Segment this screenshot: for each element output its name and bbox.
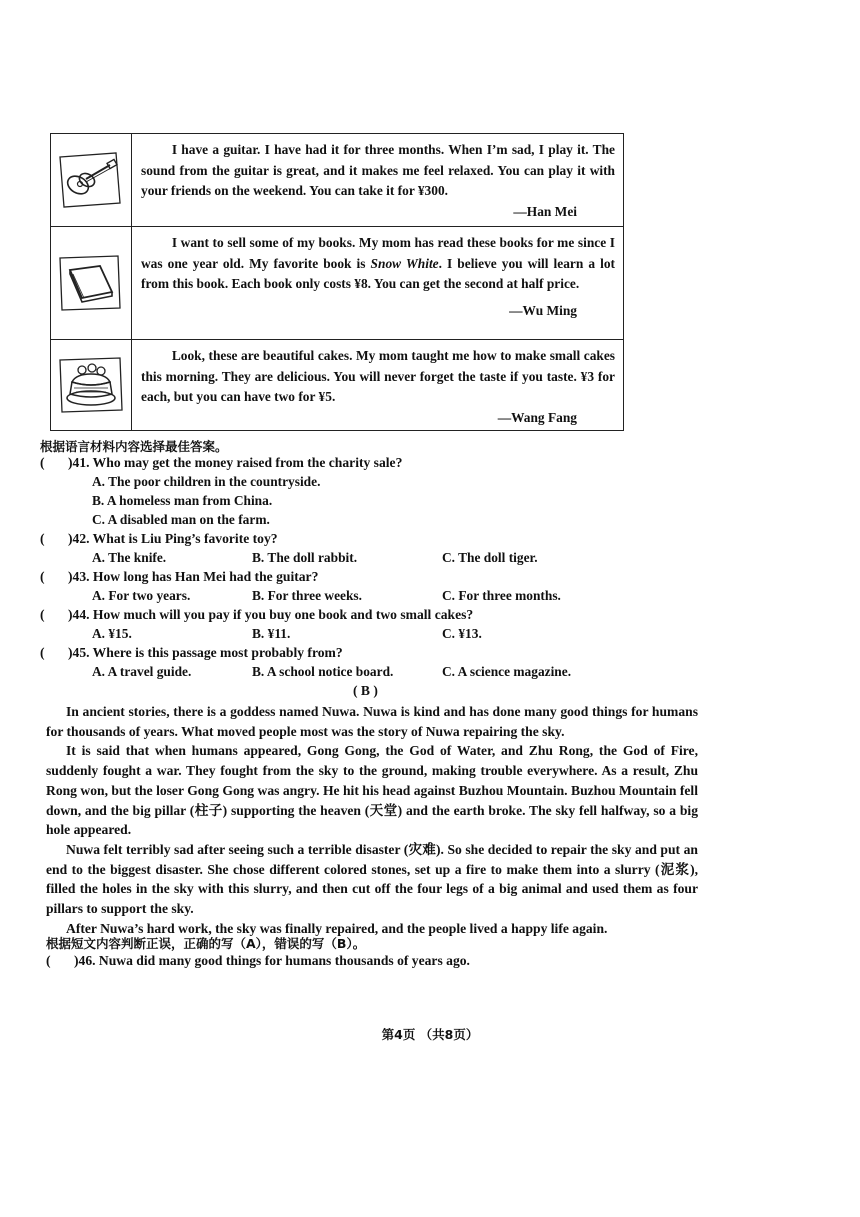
option: A. The knife. (92, 550, 167, 565)
ad-body-part: I want to sell some of my books. My mom has read these books for me since I was one year old. My favorite book is (141, 235, 615, 271)
passage (46, 702, 698, 938)
question-46 (46, 953, 470, 969)
option: B. ¥11. (252, 626, 291, 641)
option: A. The poor children in the countryside. (92, 474, 321, 489)
option: C. A science magazine. (442, 664, 572, 679)
answer-blank[interactable]: ( (40, 607, 45, 622)
answer-blank[interactable]: ( (40, 645, 45, 660)
answer-blank[interactable]: ( (40, 531, 45, 546)
option: B. A school notice board. (252, 664, 394, 679)
ad-body (141, 233, 615, 295)
option: C. A disabled man on the farm. (92, 512, 270, 527)
option: C. ¥13. (442, 626, 482, 641)
ad-row-cake (51, 340, 623, 430)
guitar-picture (51, 134, 132, 226)
passage-paragraph: Nuwa felt terribly sad after seeing such a terrible disaster (灾难). So she decided to repair the sky and put an end to the biggest disaster. She chose different colored stones, set up a fire to make them into a slurry (泥浆), filled the holes in the sky with this slurry, and then cut off the four legs of a big animal and used them as four pillars to support the sky. (46, 841, 698, 917)
guitar-icon (56, 149, 126, 211)
question-stem: )41. Who may get the money raised from the charity sale? (68, 455, 403, 470)
question-41 (40, 455, 402, 471)
passage-paragraph: It is said that when humans appeared, Gong Gong, the God of Water, and Zhu Rong, the God of Fire, suddenly fought a war. They fought from the sky to the ground, making trouble everywhere. As a result, Zhu Rong won, but the loser Gong Gong was angry. He hit his head against Buzhou Mountain. Buzhou Mountain fell down, and the big pillar (柱子) supporting the heaven (天堂) and the earth broke. The sky fell halfway, so a big hole appeared. (46, 743, 698, 838)
question-42 (40, 531, 278, 547)
ad-table (50, 133, 624, 431)
cake-picture (51, 340, 132, 430)
book-picture (51, 227, 132, 339)
ad-signature: —Wang Fang (497, 409, 577, 425)
answer-blank[interactable]: ( (46, 953, 51, 968)
question-stem: )45. Where is this passage most probably from? (68, 645, 343, 660)
book-icon (56, 252, 126, 314)
question-43 (40, 569, 318, 585)
cake-icon (56, 354, 126, 416)
answer-blank[interactable]: ( (40, 455, 45, 470)
instruction-b: 根据短文内容判断正误，正确的写（A），错误的写（B）。 (46, 936, 366, 951)
passage-paragraph: After Nuwa’s hard work, the sky was finally repaired, and the people lived a happy life again. (66, 920, 608, 936)
ad-signature: —Wu Ming (509, 302, 577, 318)
option: B. A homeless man from China. (92, 493, 273, 508)
question-stem: )43. How long has Han Mei had the guitar? (68, 569, 319, 584)
ad-body-part: . I believe you will learn a lot from this book. Each book only costs ¥8. You can get the second at half price. (141, 255, 615, 291)
ad-text-book (132, 227, 623, 339)
ad-body: Look, these are beautiful cakes. My mom taught me how to make small cakes this morning. They are delicious. You will never forget the taste if you taste. ¥3 for each, but you can have two for ¥5. (141, 348, 615, 404)
ad-body: I have a guitar. I have had it for three months. When I’m sad, I play it. The sound from the guitar is great, and it makes me feel relaxed. You can play it with your friends on the weekend. You can take it for ¥300. (141, 142, 615, 198)
ad-row-book (51, 227, 623, 340)
option: C. The doll tiger. (442, 550, 538, 565)
option: A. A travel guide. (92, 664, 192, 679)
page-footer: 第4页 （共8页） (381, 1027, 479, 1042)
option: C. For three months. (442, 588, 561, 603)
option: B. For three weeks. (252, 588, 362, 603)
ad-row-guitar (51, 134, 623, 227)
question-45 (40, 645, 343, 661)
question-44 (40, 607, 473, 623)
passage-paragraph: In ancient stories, there is a goddess named Nuwa. Nuwa is kind and has done many good things for humans for thousands of years. What moved people most was the story of Nuwa repairing the sky. (46, 704, 698, 739)
question-stem: )44. How much will you pay if you buy one book and two small cakes? (68, 607, 474, 622)
question-stem: )42. What is Liu Ping’s favorite toy? (68, 531, 278, 546)
book-title: Snow White (370, 255, 439, 271)
question-stem: )46. Nuwa did many good things for humans thousands of years ago. (74, 953, 470, 968)
ad-signature: —Han Mei (513, 203, 577, 219)
ad-text-guitar (132, 134, 623, 226)
section-b-title: ( B ) (353, 683, 378, 698)
instruction-a: 根据语言材料内容选择最佳答案。 (40, 439, 228, 454)
option: A. ¥15. (92, 626, 132, 641)
option: B. The doll rabbit. (252, 550, 358, 565)
option: A. For two years. (92, 588, 191, 603)
answer-blank[interactable]: ( (40, 569, 45, 584)
ad-text-cake (132, 340, 623, 430)
